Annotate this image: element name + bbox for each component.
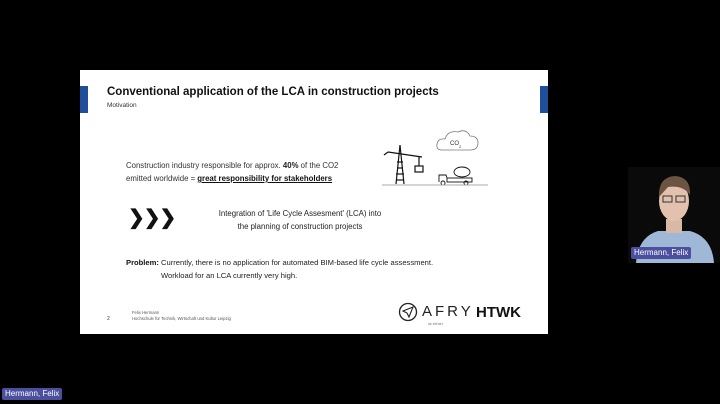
truck-icon [439,167,472,185]
page-number: 2 [107,316,110,322]
problem-label: Problem: [126,258,159,267]
problem-line-2: Workload for an LCA currently very high. [161,271,298,280]
slide-subtitle: Motivation [107,102,137,109]
participant-video-tile[interactable] [628,167,720,263]
afry-logo-icon [398,302,418,322]
problem-line-1: Currently, there is no application for automated BIM-based life cycle assessment. [158,258,434,267]
footer-author: Felix Hermann [132,310,160,315]
slide-title: Conventional application of the LCA in construction projects [107,86,439,98]
afry-logo-text: AFRY [422,303,474,320]
construction-illustration [380,120,490,190]
chevrons-icon: ❯❯❯ [128,207,176,229]
fact-text-2: of the CO2 [298,161,339,170]
fact-text-3: emitted worldwide = [126,174,198,183]
integration-text [185,207,415,233]
fact-emphasis: great responsibility for stakeholders [197,174,333,183]
cloud-co2-subscript: 2 [459,144,462,149]
footer-institution: Hochschule für Technik, Wirtschaft und Kultur Leipzig [132,316,231,321]
problem-text [126,256,433,282]
accent-bar-left [80,86,88,113]
slide-footer [132,310,231,322]
presenter-name-label: Hermann, Felix [2,388,62,400]
cloud-co2-label: CO [450,141,459,147]
participant-name-label: Hermann, Felix [631,247,691,259]
afry-logo [398,302,474,330]
fact-text-1: Construction industry responsible for approx. [126,161,283,170]
presentation-slide [80,70,548,334]
fact-percentage: 40% [282,161,299,170]
afry-logo-subtext: ÅF·PÖYRY [428,322,444,326]
accent-bar-right [540,86,548,113]
htwk-logo: HTWK [476,304,521,321]
integration-line-2: the planning of construction projects [237,222,363,231]
fact-text [126,159,338,185]
integration-line-1: Integration of 'Life Cycle Assesment' (LCA) into [218,209,382,218]
crane-icon [384,145,423,184]
